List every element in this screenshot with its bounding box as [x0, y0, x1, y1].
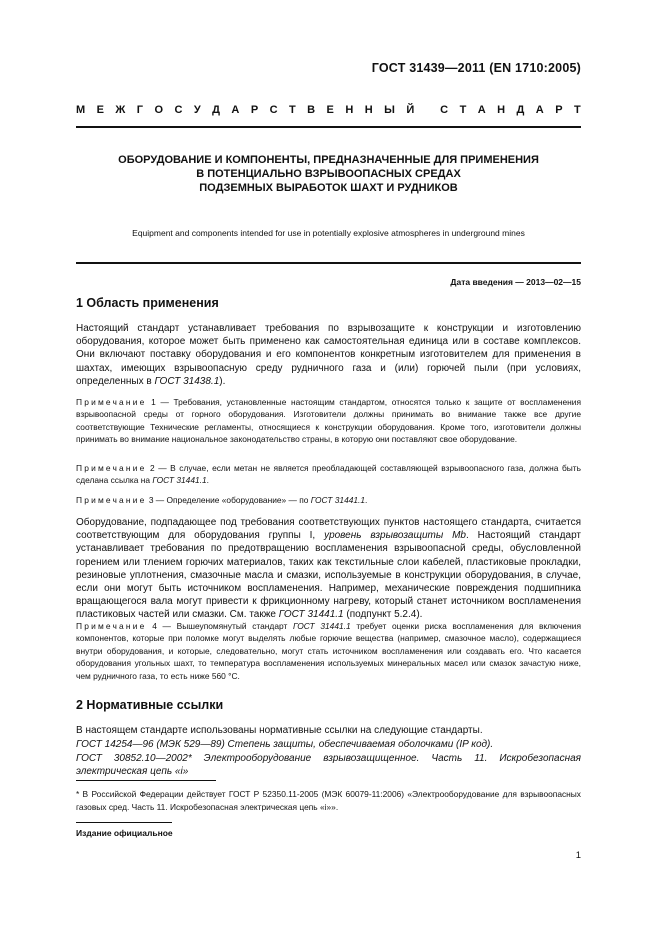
- document-title: [76, 153, 581, 195]
- interstate-letter: А: [477, 104, 486, 116]
- interstate-letter: С: [440, 104, 449, 116]
- note-1-text: 1 — Требования, установленные настоящим стандартом, относятся только к защите от воспламенения взрывоопасной среды от горного оборудования. Изготовители должны принимать во внимание также все другие соответствующие Технические регламенты, относящиеся к конструкции оборудования. Кроме того, изготовители должны принимать во внимание национальное законодательство страны, в которую они поставляют свое оборудование.: [76, 397, 582, 445]
- p2-text-c: (подпункт 5.2.4).: [343, 609, 423, 621]
- interstate-letter: Й: [406, 104, 415, 116]
- note-4-text-a: 4 — Вышеупомянутый стандарт: [152, 621, 293, 631]
- note-2-end: .: [206, 475, 209, 486]
- official-edition-label: Издание официальное: [76, 828, 173, 838]
- note-3-text: 3 — Определение «оборудование» — по: [148, 495, 311, 505]
- interstate-letter: Н: [345, 104, 354, 116]
- interstate-letter: Р: [250, 104, 259, 116]
- section-2-intro: В настоящем стандарте использованы нормативные ссылки на следующие стандарты.: [76, 725, 483, 736]
- interstate-letter: А: [231, 104, 240, 116]
- interstate-letter: Е: [96, 104, 104, 116]
- footnote: * В Российской Федерации действует ГОСТ Р 52350.11-2005 (МЭК 60079-11:2006) «Электрооборудование для взрывоопасных газовых сред. Часть 11. Искробезопасная электрическая цепь «i»».: [76, 789, 581, 812]
- interstate-letter: Т: [459, 104, 467, 116]
- interstate-letter: Г: [136, 104, 144, 116]
- middle-divider: [76, 262, 581, 264]
- interstate-letter: О: [154, 104, 164, 116]
- title-line-3: ПОДЗЕМНЫХ ВЫРАБОТОК ШАХТ И РУДНИКОВ: [199, 182, 458, 194]
- interstate-letter: Т: [573, 104, 581, 116]
- interstate-letter: Ы: [384, 104, 395, 116]
- edition-divider: [76, 822, 172, 823]
- english-title: Equipment and components intended for use in potentially explosive atmospheres in underground mines: [132, 228, 525, 238]
- reference-2: [76, 752, 581, 778]
- p2-reference-1: уровень взрывозащиты Mb: [324, 530, 466, 542]
- reference-1-text: ГОСТ 14254—96 (МЭК 529—89) Степень защиты, обеспечиваемая оболочками (IP код).: [76, 739, 494, 750]
- reference-2-text: ГОСТ 30852.10—2002* Электрооборудование взрывозащищенное. Часть 11. Искробезопасная электрическая цепь «i»: [76, 753, 581, 778]
- note-3: [76, 494, 581, 506]
- note-3-reference: ГОСТ 31441.1: [310, 495, 366, 505]
- interstate-letter: В: [307, 104, 316, 116]
- note-2-label: Примечание: [76, 463, 147, 473]
- note-2-reference: ГОСТ 31441.1: [152, 475, 207, 486]
- p1-end: ).: [219, 375, 226, 387]
- interstate-letter: М: [76, 104, 86, 116]
- note-4-text-b: требует оценки риска воспламенения для включения компонентов, которые при поломке могут выделять любые горючие вещества (например, смазочное масло), содержащиеся внутри оборудования, и которые, следовательно, могут стать источником воспламенения или создавать его. Что касается оборудования угольных шахт, то температура воспламенения используемых минеральных масел или смазок зачастую ниже, чем рудничного газа, то есть ниже 560 °С.: [76, 621, 581, 681]
- note-2-text: 2 — В случае, если метан не является преобладающей составляющей взрывоопасного газа, должна быть сделана ссылка на: [76, 463, 581, 486]
- interstate-letter: Д: [516, 104, 525, 116]
- note-1-label: Примечание: [76, 397, 147, 407]
- section-1-paragraph-2: [76, 516, 581, 622]
- p1-text: Настоящий стандарт устанавливает требования по взрывозащите к конструкции и изготовлению оборудования, которое может быть применено как самостоятельная единица или в составе комплексов. Они включают поставку оборудования и его компонентов конкретным изготовителем для применения в шахтах, имеющих взрывоопасную среду рудничного газа и (или) горючей пыли (при условиях, определенных в: [76, 323, 581, 387]
- note-1: [76, 396, 581, 446]
- note-3-label: Примечание: [76, 495, 147, 505]
- note-4: [76, 620, 581, 682]
- p2-text-a: Оборудование, подпадающее под требования соответствующих пунктов настоящего стандарта, считается соответствующим для оборудования группы I,: [76, 517, 581, 542]
- interstate-letter: Т: [288, 104, 296, 116]
- footnote-divider: [76, 780, 216, 781]
- note-4-reference: ГОСТ 31441.1: [292, 621, 351, 631]
- note-4-label: Примечание: [76, 621, 147, 631]
- introduction-date: Дата введения — 2013—02—15: [450, 277, 581, 287]
- interstate-letter: Ж: [115, 104, 126, 116]
- reference-1: [76, 738, 581, 751]
- note-2: [76, 462, 581, 487]
- interstate-letter: А: [535, 104, 544, 116]
- interstate-letter: Р: [555, 104, 563, 116]
- interstate-letter: Н: [364, 104, 373, 116]
- interstate-letter: С: [174, 104, 183, 116]
- page-number: 1: [575, 850, 581, 861]
- p1-reference: ГОСТ 31438.1: [154, 375, 220, 387]
- p2-reference-2: ГОСТ 31441.1: [278, 609, 344, 621]
- title-line-1: ОБОРУДОВАНИЕ И КОМПОНЕНТЫ, ПРЕДНАЗНАЧЕННЫЕ ДЛЯ ПРИМЕНЕНИЯ: [118, 154, 539, 166]
- interstate-letter: С: [269, 104, 278, 116]
- standard-number: ГОСТ 31439—2011 (EN 1710:2005): [371, 61, 581, 75]
- interstate-letter: Н: [497, 104, 506, 116]
- interstate-standard-banner: [76, 104, 581, 116]
- note-3-end: .: [365, 495, 368, 505]
- section-2-heading: 2 Нормативные ссылки: [76, 698, 224, 712]
- top-divider: [76, 126, 581, 128]
- section-1-heading: 1 Область применения: [76, 296, 219, 310]
- section-1-paragraph-1: [76, 322, 581, 388]
- interstate-letter: [426, 104, 429, 116]
- interstate-letter: Д: [212, 104, 220, 116]
- p2-text-b: . Настоящий стандарт устанавливает требования по предотвращению воспламенения взрывоопасной среды, обусловленной горением или тлением горючих материалов, таких как текстильные слои кабелей, пластиковые прокладки, резиновые уплотнения, смазочные масла и смазки, используемые в конструкции оборудования, в случае, если они могут быть источником воспламенения. Например, механические повреждения подшипника вращающегося вала могут привести к фрикционному нагреву, который станет источником воспламенения пластиковых частей или смазки. См. также: [76, 530, 581, 621]
- interstate-letter: У: [193, 104, 201, 116]
- interstate-letter: Е: [326, 104, 334, 116]
- title-line-2: В ПОТЕНЦИАЛЬНО ВЗРЫВООПАСНЫХ СРЕДАХ: [196, 168, 461, 180]
